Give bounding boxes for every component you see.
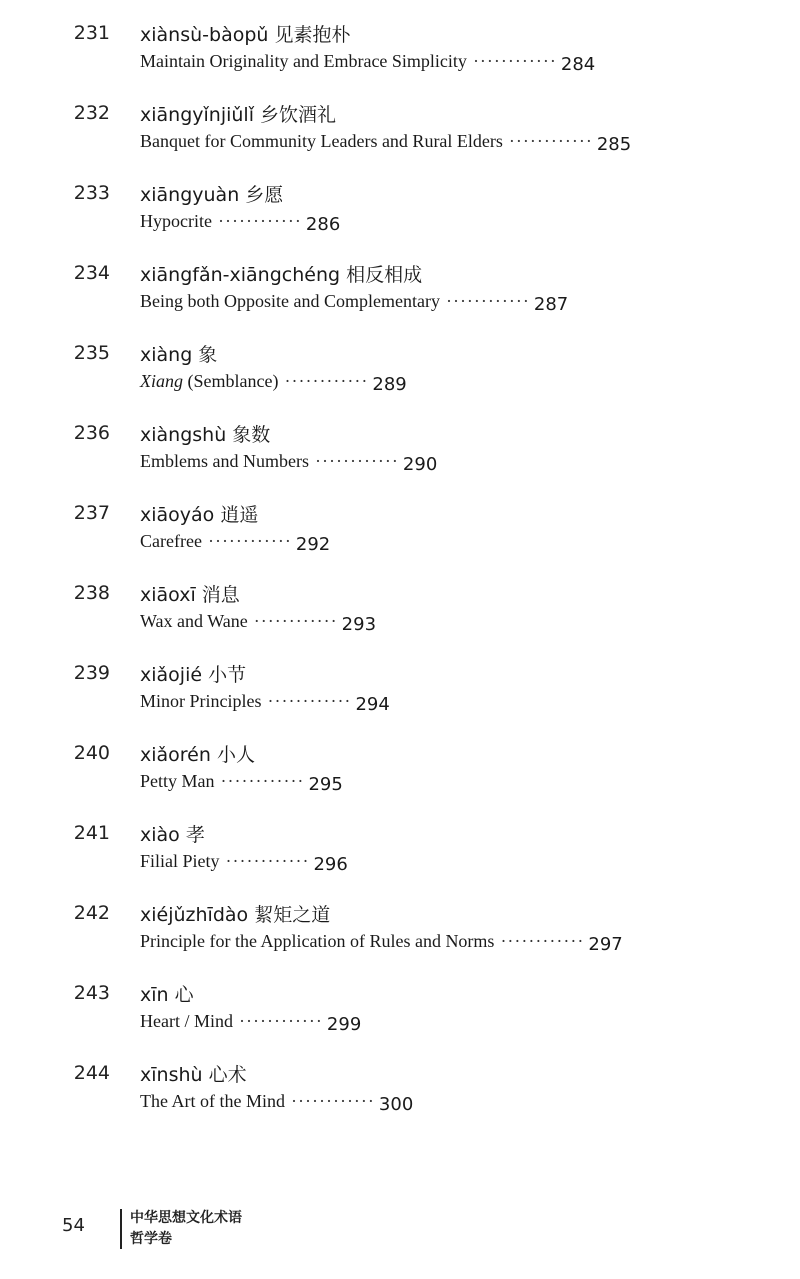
entry-english: (Semblance) <box>183 371 279 391</box>
entry-page-number: 295 <box>308 774 343 795</box>
entry-english-line <box>140 371 407 395</box>
toc-entry <box>0 14 800 94</box>
entry-english-line <box>140 131 632 155</box>
toc-entry <box>0 734 800 814</box>
entry-term: xīn 心 <box>140 984 194 1006</box>
dot-leader: ············ <box>253 611 338 631</box>
entry-english-line <box>140 211 341 235</box>
dot-leader: ············ <box>207 531 292 551</box>
entry-number: 233 <box>73 182 110 204</box>
entry-number: 242 <box>73 902 110 924</box>
footer-book-subtitle: 哲学卷 <box>130 1231 172 1247</box>
entry-english: Banquet for Community Leaders and Rural Elders <box>140 131 503 151</box>
entry-page-number: 293 <box>341 614 377 635</box>
entry-english-italic: Xiang <box>140 371 183 391</box>
toc-entry <box>0 574 800 654</box>
toc-entry-list <box>0 14 800 1134</box>
entry-page-number: 290 <box>402 454 438 475</box>
dot-leader: ············ <box>217 211 302 231</box>
toc-entry <box>0 94 800 174</box>
entry-number: 232 <box>73 102 110 124</box>
toc-entry <box>0 174 800 254</box>
entry-term: xiàng 象 <box>140 344 218 366</box>
entry-english-line <box>140 531 331 555</box>
entry-term: xiāoxī 消息 <box>140 584 240 606</box>
entry-page-number: 292 <box>295 534 331 555</box>
footer-divider <box>120 1209 122 1249</box>
entry-page-number: 300 <box>378 1094 414 1115</box>
entry-english: Carefree <box>140 531 202 551</box>
entry-term: xiàngshù 象数 <box>140 424 271 446</box>
entry-english: Hypocrite <box>140 211 212 231</box>
entry-number: 241 <box>73 822 110 844</box>
dot-leader: ············ <box>225 851 310 871</box>
dot-leader: ············ <box>220 771 305 791</box>
entry-term: xiāoyáo 逍遥 <box>140 504 259 526</box>
entry-term: xīnshù 心术 <box>140 1064 247 1086</box>
entry-page-number: 284 <box>560 54 596 75</box>
entry-number: 234 <box>73 262 110 284</box>
toc-entry <box>0 1054 800 1134</box>
entry-term: xiāngyuàn 乡愿 <box>140 184 284 206</box>
entry-english: Maintain Originality and Embrace Simplicity <box>140 51 467 71</box>
entry-number: 231 <box>73 22 110 44</box>
entry-english: Petty Man <box>140 771 215 791</box>
entry-english-line <box>140 931 623 955</box>
dot-leader: ············ <box>472 51 557 71</box>
entry-term: xiǎorén 小人 <box>140 744 255 766</box>
entry-english: The Art of the Mind <box>140 1091 285 1111</box>
entry-page-number: 285 <box>596 134 632 155</box>
toc-entry <box>0 334 800 414</box>
entry-term: xiāngyǐnjiǔlǐ 乡饮酒礼 <box>140 104 337 126</box>
entry-english-line <box>140 51 596 75</box>
toc-entry <box>0 814 800 894</box>
entry-page-number: 286 <box>305 214 341 235</box>
entry-english-line <box>140 691 390 715</box>
entry-english-line <box>140 611 377 635</box>
entry-english-line <box>140 1091 414 1115</box>
entry-english: Emblems and Numbers <box>140 451 309 471</box>
entry-page-number: 296 <box>313 854 348 875</box>
entry-number: 237 <box>73 502 110 524</box>
entry-term: xiǎojié 小节 <box>140 664 247 686</box>
entry-page-number: 299 <box>326 1014 362 1035</box>
entry-number: 236 <box>73 422 110 444</box>
toc-entry <box>0 414 800 494</box>
entry-number: 240 <box>73 742 110 764</box>
entry-number: 239 <box>73 662 110 684</box>
entry-english: Being both Opposite and Complementary <box>140 291 440 311</box>
entry-term: xiāngfǎn-xiāngchéng 相反相成 <box>140 264 423 286</box>
toc-entry <box>0 254 800 334</box>
entry-page-number: 287 <box>533 294 569 315</box>
entry-english-line <box>140 1011 362 1035</box>
dot-leader: ············ <box>445 291 530 311</box>
entry-number: 238 <box>73 582 110 604</box>
entry-term: xiào 孝 <box>140 824 205 846</box>
dot-leader: ············ <box>267 691 352 711</box>
dot-leader: ············ <box>284 371 369 391</box>
dot-leader: ············ <box>500 931 585 951</box>
toc-entry <box>0 894 800 974</box>
toc-entry <box>0 974 800 1054</box>
toc-entry <box>0 654 800 734</box>
dot-leader: ············ <box>290 1091 375 1111</box>
entry-page-number: 289 <box>372 374 407 395</box>
entry-page-number: 297 <box>588 934 623 955</box>
entry-english-line <box>140 851 348 875</box>
entry-english-line <box>140 291 569 315</box>
dot-leader: ············ <box>508 131 593 151</box>
entry-page-number: 294 <box>355 694 390 715</box>
dot-leader: ············ <box>238 1011 323 1031</box>
entry-english: Heart / Mind <box>140 1011 233 1031</box>
entry-english-line <box>140 771 343 795</box>
entry-english: Filial Piety <box>140 851 220 871</box>
entry-english: Principle for the Application of Rules and Norms <box>140 931 495 951</box>
footer-page-number: 54 <box>62 1215 85 1236</box>
entry-number: 244 <box>73 1062 110 1084</box>
entry-term: xiéjǔzhīdào 絜矩之道 <box>140 904 331 926</box>
entry-english-line <box>140 451 438 475</box>
entry-english: Wax and Wane <box>140 611 248 631</box>
page-footer <box>0 1205 800 1255</box>
entry-number: 235 <box>73 342 110 364</box>
entry-term: xiànsù-bàopǔ 见素抱朴 <box>140 24 351 46</box>
entry-english: Minor Principles <box>140 691 262 711</box>
toc-entry <box>0 494 800 574</box>
dot-leader: ············ <box>314 451 399 471</box>
footer-book-title: 中华思想文化术语 <box>130 1210 242 1226</box>
entry-number: 243 <box>73 982 110 1004</box>
